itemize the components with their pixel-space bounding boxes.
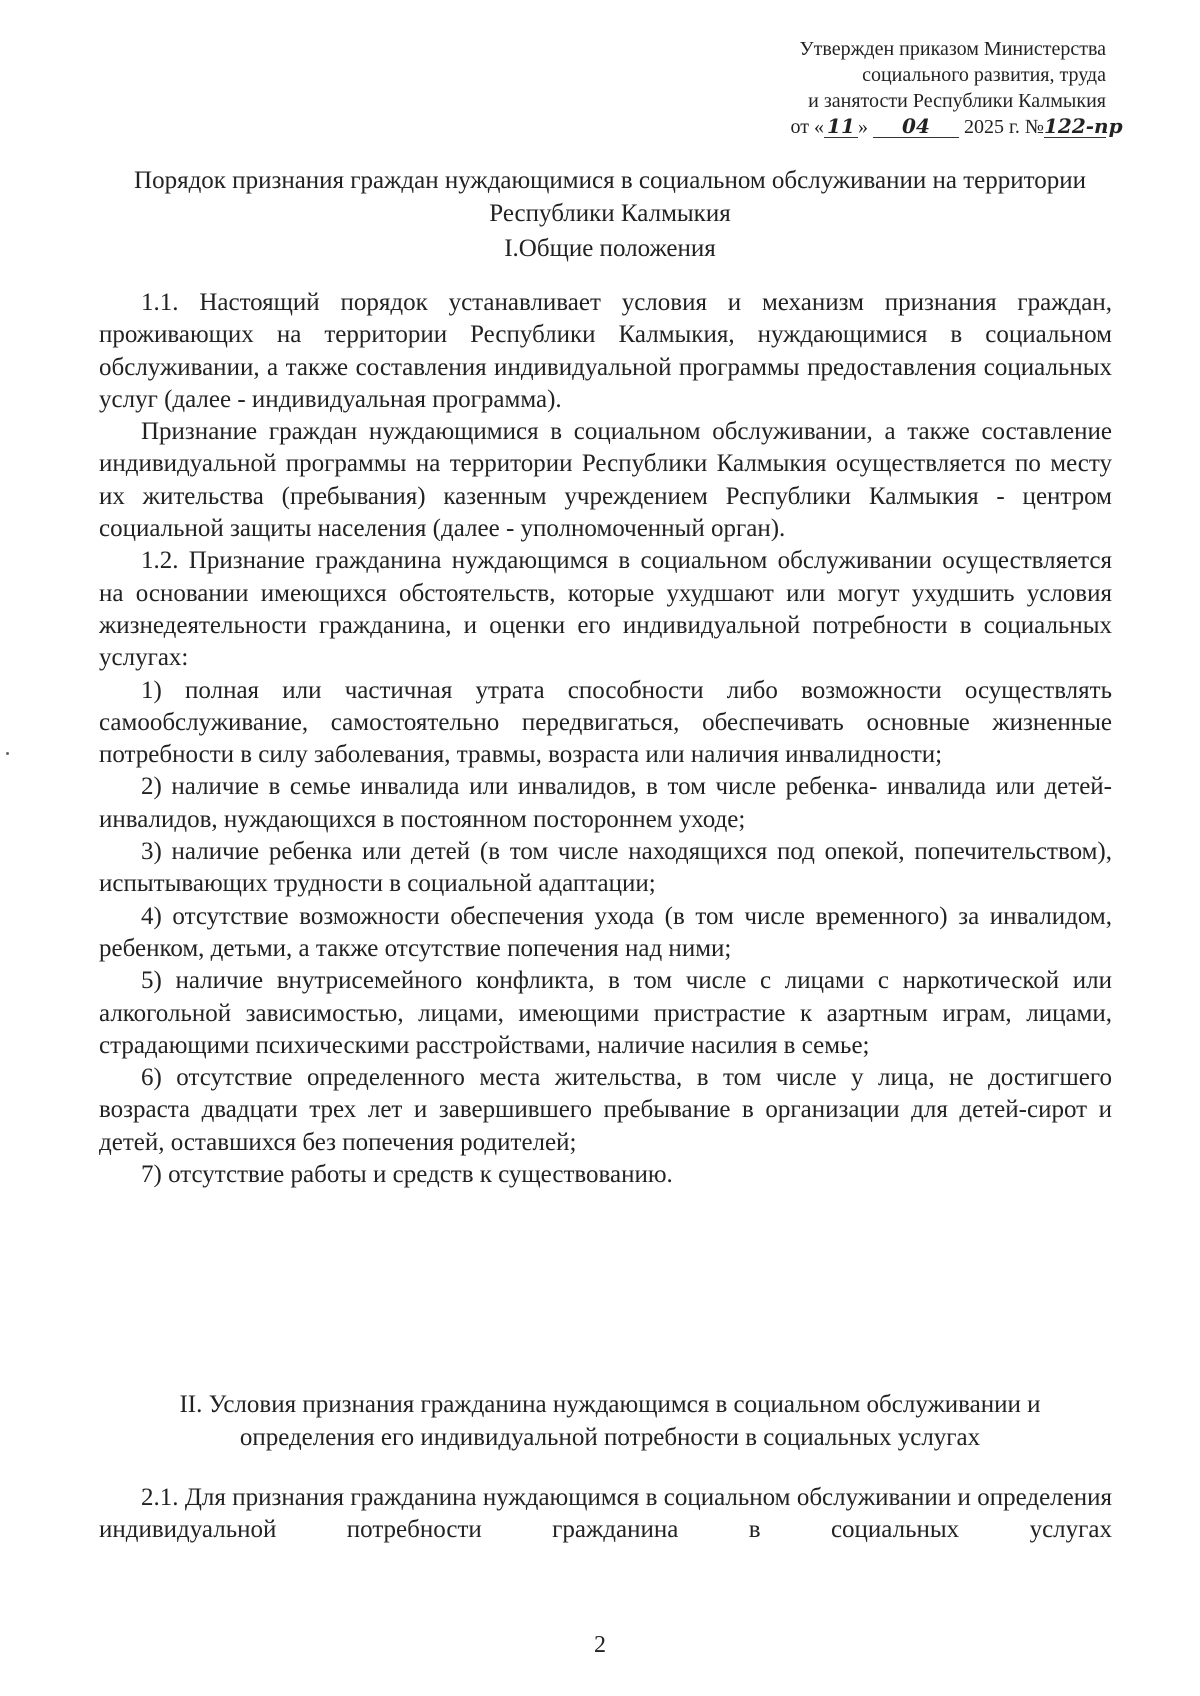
- document-title: Порядок признания граждан нуждающимися в социальном обслуживании на территории Республики Калмыкия: [134, 167, 1086, 227]
- paragraph: 2.1. Для признания гражданина нуждающимся в социальном обслуживании и определения индивидуальной потребности гражданина в социальных услугах: [99, 1484, 1112, 1544]
- date-prefix: от «: [790, 116, 824, 138]
- approval-line-1: Утвержден приказом Министерства: [799, 38, 1106, 60]
- list-item: 5) наличие внутрисемейного конфликта, в том числе с лицами с наркотической или алкогольной зависимостью, лицами, имеющими пристрастие к азартным играм, лицами, страдающими психическими расстройствами, наличие насилия в семье;: [99, 967, 1112, 1059]
- handwritten-month: 04: [873, 115, 959, 138]
- section-1-body: [99, 287, 1112, 1191]
- paragraph: Признание граждан нуждающимися в социальном обслуживании, а также составление индивидуальной программы на территории Республики Калмыкия осуществляется по месту их жительства (пребывания) казенным учреждением Республики Калмыкия - центром социальной защиты населения (далее - уполномоченный орган).: [99, 418, 1112, 543]
- paragraph: 1.2. Признание гражданина нуждающимся в социальном обслуживании осуществляется на основании имеющихся обстоятельств, которые ухудшают или могут ухудшить условия жизнедеятельности гражданина, и оценки его индивидуальной потребности в социальных услугах:: [99, 547, 1112, 672]
- page-number: 2: [594, 1632, 606, 1658]
- list-item: 1) полная или частичная утрата способности либо возможности осуществлять самообслуживание, самостоятельно передвигаться, обеспечивать основные жизненные потребности в силу заболевания, травмы, возраста или наличия инвалидности;: [99, 676, 1112, 769]
- date-mid: »: [857, 116, 868, 138]
- year-text: 2025 г. №: [963, 116, 1044, 138]
- section-1-heading: I.Общие положения: [504, 235, 716, 262]
- section-2-heading: II. Условия признания гражданина нуждающимся в социальном обслуживании и определения его индивидуальной потребности в социальных услугах: [179, 1391, 1041, 1451]
- section-2-body: [99, 1482, 1112, 1547]
- list-item: 6) отсутствие определенного места жительства, в том числе у лица, не достигшего возраста двадцати трех лет и завершившего пребывание в организации для детей-сирот и детей, оставшихся без попечения родителей;: [99, 1064, 1112, 1156]
- handwritten-order-number: 122-пр: [1044, 114, 1123, 138]
- scan-speck: [6, 752, 9, 755]
- list-item: 4) отсутствие возможности обеспечения ухода (в том числе временного) за инвалидом, ребенком, детьми, а также отсутствие попечения над ними;: [99, 902, 1112, 962]
- approval-stamp-block: [790, 36, 1123, 140]
- approval-line-3: и занятости Республики Калмыкия: [808, 90, 1106, 112]
- approval-date-line: [790, 114, 1123, 140]
- list-item: 7) отсутствие работы и средств к существованию.: [141, 1161, 673, 1189]
- paragraph: 1.1. Настоящий порядок устанавливает условия и механизм признания граждан, проживающих на территории Республики Калмыкия, нуждающимися в социальном обслуживании, а также составления индивидуальной программы предоставления социальных услуг (далее - индивидуальная программа).: [99, 289, 1112, 413]
- list-item: 3) наличие ребенка или детей (в том числе находящихся под опекой, попечительством), испытывающих трудности в социальной адаптации;: [99, 838, 1112, 898]
- handwritten-day: 11: [824, 115, 858, 138]
- approval-line-2: социального развития, труда: [862, 64, 1106, 86]
- list-item: 2) наличие в семье инвалида или инвалидов, в том числе ребенка- инвалида или детей-инвалидов, нуждающихся в постоянном постороннем уходе;: [99, 773, 1112, 833]
